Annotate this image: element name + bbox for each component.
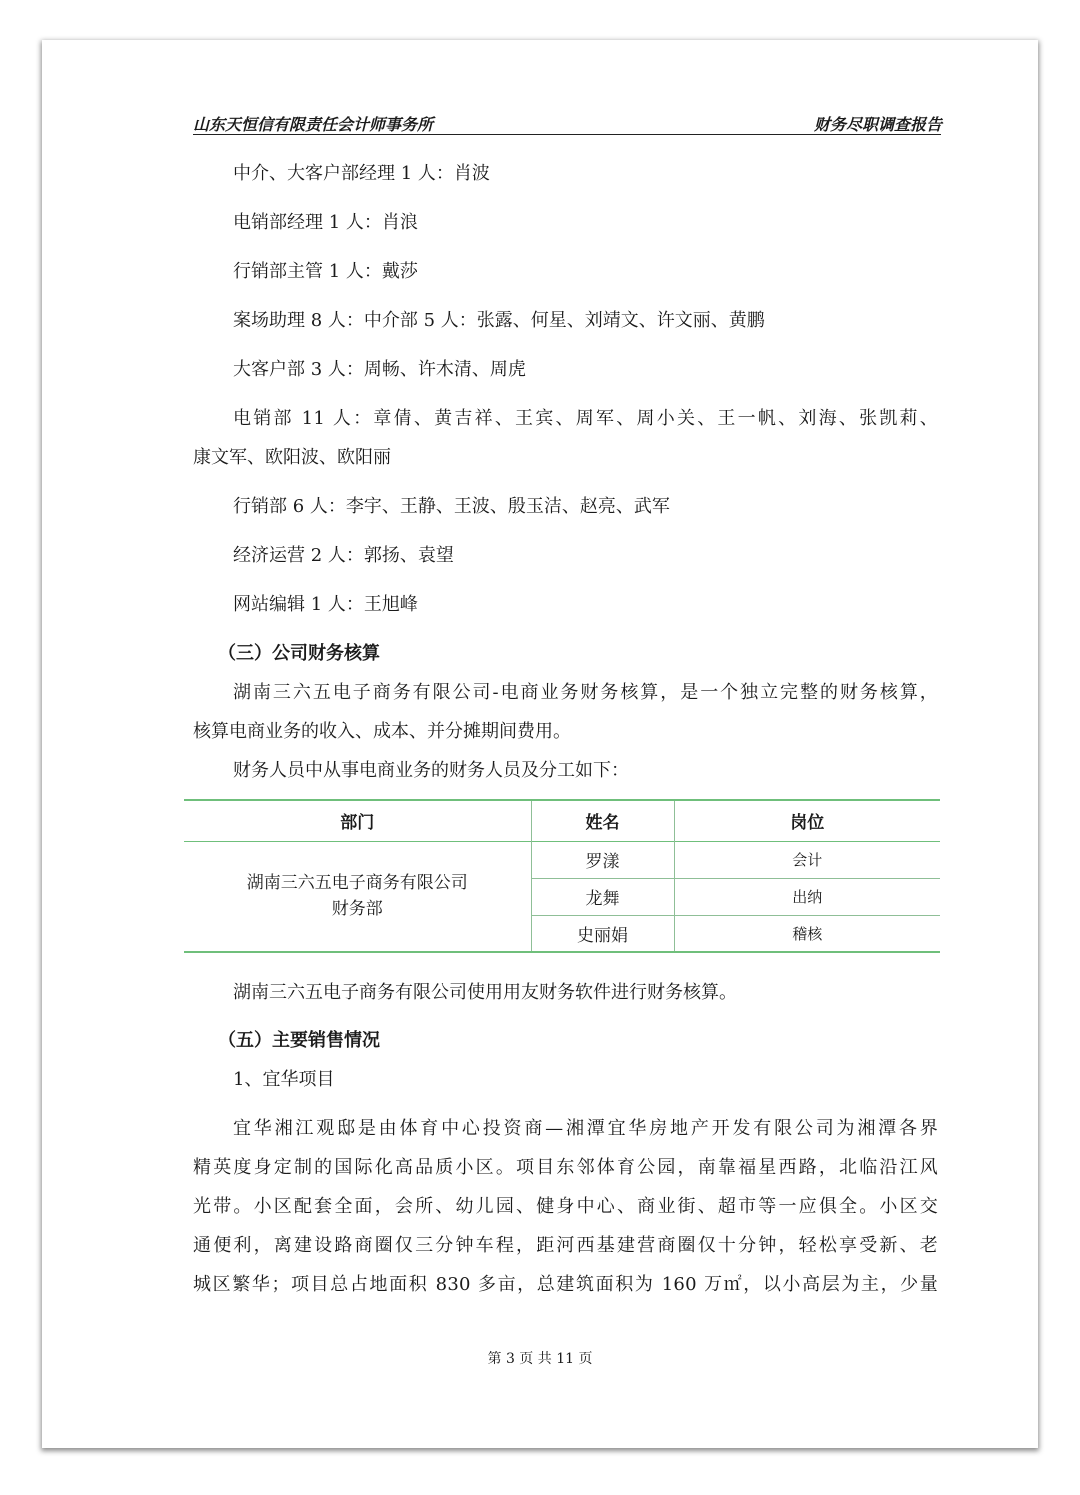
- header-report-title: 财务尽职调查报告: [813, 115, 942, 134]
- section-3-paragraph-line: 财务人员中从事电商业务的财务人员及分工如下：: [233, 760, 629, 781]
- table-header-row: [184, 800, 940, 841]
- staff-line: 康文军、欧阳波、欧阳丽: [193, 447, 391, 468]
- staff-position-cell: 稽核: [792, 924, 823, 943]
- page-number-footer: 第 3 页 共 11 页: [487, 1351, 593, 1367]
- staff-position-cell: 出纳: [792, 888, 823, 906]
- staff-line: 中介、大客户部经理 1 人：肖波: [233, 163, 490, 184]
- staff-name-cell: 罗漾: [531, 841, 674, 878]
- accounting-software-line: 湖南三六五电子商务有限公司使用用友财务软件进行财务核算。: [233, 982, 737, 1003]
- staff-line: 网站编辑 1 人：王旭峰: [233, 594, 418, 615]
- department-name-line: 财务部: [331, 899, 383, 920]
- staff-line: 电销部经理 1 人：肖浪: [233, 212, 418, 233]
- staff-name-cell: 龙舞: [531, 878, 674, 915]
- subsection-title: 1、宜华项目: [233, 1069, 335, 1090]
- column-header-name: 姓名: [531, 800, 674, 841]
- staff-line: 案场助理 8 人：中介部 5 人：张露、何星、刘靖文、许文丽、黄鹏: [233, 310, 765, 331]
- staff-line: 大客户部 3 人：周畅、许木清、周虎: [233, 359, 526, 380]
- project-paragraph-line: 精英度身定制的国际化高品质小区。项目东邻体育公园，南靠福星西路，北临沿江风: [193, 1157, 938, 1178]
- section-3-paragraph-line: 湖南三六五电子商务有限公司-电商业务财务核算，是一个独立完整的财务核算，: [233, 682, 938, 703]
- staff-line: 电销部 11 人：章倩、黄吉祥、王宾、周军、周小关、王一帆、刘海、张凯莉、: [233, 408, 938, 429]
- project-paragraph-line: 通便利，离建设路商圈仅三分钟车程，距河西基建营商圈仅十分钟，轻松享受新、老: [193, 1235, 938, 1256]
- staff-position-cell: 会计: [792, 851, 823, 869]
- staff-name-cell: 史丽娟: [531, 915, 674, 952]
- department-cell: [184, 841, 531, 952]
- section-3-title: （三）公司财务核算: [218, 643, 380, 664]
- section-3-paragraph-line: 核算电商业务的收入、成本、并分摊期间费用。: [193, 721, 571, 742]
- department-name-line: 湖南三六五电子商务有限公司: [246, 873, 468, 894]
- column-header-department: 部门: [184, 800, 531, 841]
- project-paragraph-line: 宜华湘江观邸是由体育中心投资商—湘潭宜华房地产开发有限公司为湘潭各界: [233, 1118, 938, 1139]
- staff-line: 经济运营 2 人：郭扬、袁望: [233, 545, 454, 566]
- project-paragraph-line: 城区繁华；项目总占地面积 830 多亩，总建筑面积为 160 万㎡，以小高层为主，少量: [193, 1274, 938, 1295]
- table-row: [184, 841, 940, 878]
- staff-line: 行销部 6 人：李宇、王静、王波、殷玉洁、赵亮、武军: [233, 496, 670, 517]
- section-5-title: （五）主要销售情况: [218, 1030, 380, 1051]
- header-divider: [193, 134, 941, 135]
- staff-line: 行销部主管 1 人：戴莎: [233, 261, 418, 282]
- header-firm-name: 山东天恒信有限责任会计师事务所: [193, 115, 434, 134]
- finance-staff-table: [184, 799, 940, 953]
- project-paragraph-line: 光带。小区配套全面，会所、幼儿园、健身中心、商业街、超市等一应俱全。小区交: [193, 1196, 938, 1217]
- column-header-position: 岗位: [790, 813, 825, 834]
